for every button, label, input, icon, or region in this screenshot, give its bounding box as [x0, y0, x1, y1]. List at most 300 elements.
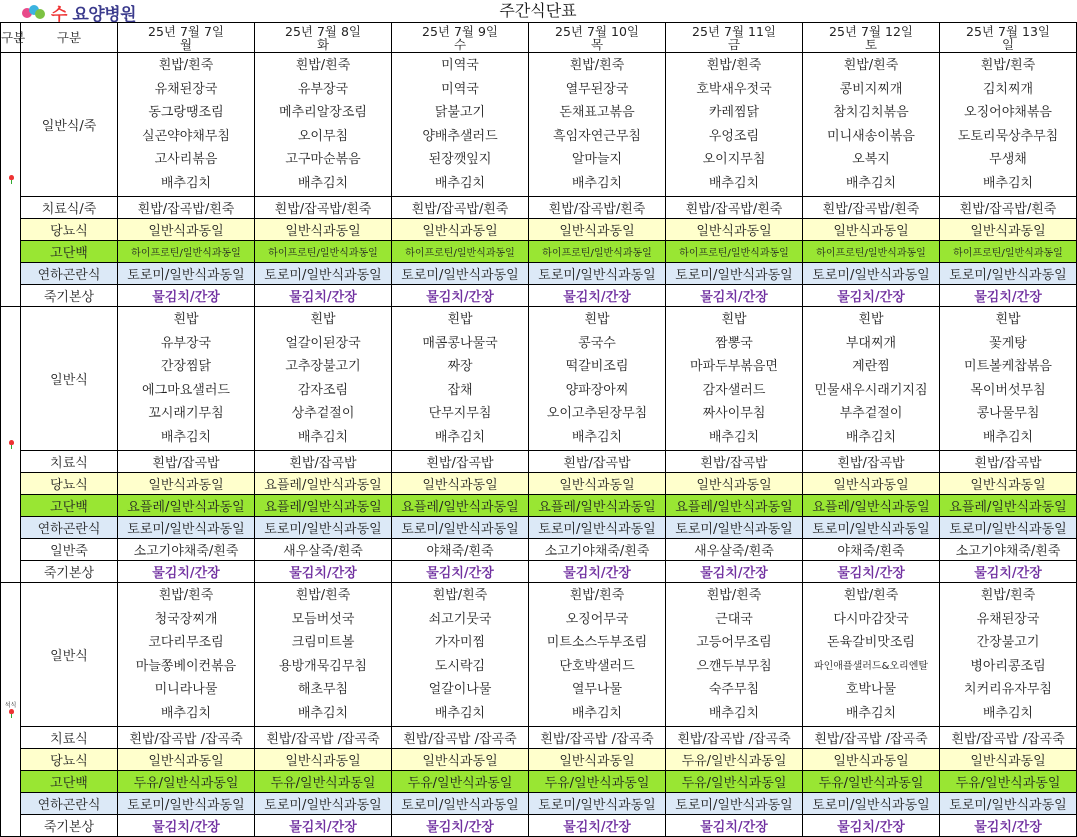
meal-day-menu: [803, 583, 940, 727]
diet-cell: 물김치/간장: [118, 561, 255, 583]
diet-label: 고단백: [21, 241, 118, 263]
header-day-cell: [803, 23, 940, 53]
menu-item: 양파장아찌: [565, 382, 629, 398]
diet-cell: 일반식과동일: [666, 473, 803, 495]
menu-item: 용방개묵김무침: [279, 658, 367, 674]
meal-category-label: 일반식: [21, 307, 118, 451]
menu-item: 배추김치: [708, 175, 760, 191]
diet-row: [1, 241, 1077, 263]
diet-cell: 하이프로틴/일반식과동일: [940, 241, 1077, 263]
header-weekday: 금: [727, 36, 741, 52]
menu-item: 얼갈이나물: [428, 682, 492, 697]
menu-item: 배추김치: [845, 705, 897, 721]
menu-item: 배추김치: [434, 175, 486, 191]
menu-item: 흰밥: [721, 312, 747, 327]
menu-item: 오이지무침: [702, 152, 766, 167]
meal-side-cell: [1, 583, 21, 837]
menu-item: 오이무침: [297, 128, 349, 144]
diet-cell: 흰밥/잡곡밥 /잡곡죽: [666, 727, 803, 749]
meal-day-menu: [940, 307, 1077, 451]
menu-item: 해초무침: [297, 682, 349, 697]
menu-item: 파인애플샐러드&오리엔탈: [813, 660, 929, 672]
diet-label: 고단백: [21, 495, 118, 517]
diet-cell: 하이프로틴/일반식과동일: [803, 241, 940, 263]
menu-item: 짬뽕국: [715, 335, 753, 351]
diet-cell: 요플레/일반식과동일: [392, 495, 529, 517]
header-weekday: 월: [179, 36, 193, 52]
header-day-cell: [666, 23, 803, 53]
meal-main-row: [1, 307, 1077, 451]
meal-day-menu: [529, 583, 666, 727]
diet-cell: 새우살죽/흰죽: [255, 539, 392, 561]
diet-cell: 물김치/간장: [803, 285, 940, 307]
diet-cell: 하이프로틴/일반식과동일: [118, 241, 255, 263]
menu-item: 콩비지찌개: [839, 81, 903, 97]
meal-day-menu: [118, 583, 255, 727]
menu-item: 다시마감잣국: [833, 611, 909, 627]
menu-item: 유부장국: [160, 335, 212, 351]
menu-item: 흰밥/흰죽: [843, 58, 899, 73]
meal-day-menu: [803, 307, 940, 451]
menu-item: 우엉조림: [708, 128, 760, 144]
diet-label: 죽기본상: [21, 815, 118, 837]
diet-row: [1, 793, 1077, 815]
diet-cell: 토로미/일반식과동일: [940, 793, 1077, 815]
menu-item: 된장깻잎지: [428, 152, 492, 167]
meal-day-menu: [529, 307, 666, 451]
diet-cell: 흰밥/잡곡밥/흰죽: [666, 197, 803, 219]
menu-item: 짜장: [447, 359, 473, 374]
flower-icon: [7, 175, 15, 183]
diet-label: 고단백: [21, 771, 118, 793]
diet-cell: 두유/일반식과동일: [666, 749, 803, 771]
diet-cell: 하이프로틴/일반식과동일: [666, 241, 803, 263]
diet-cell: 흰밥/잡곡밥 /잡곡죽: [392, 727, 529, 749]
diet-cell: 물김치/간장: [940, 561, 1077, 583]
menu-item: 흰밥: [310, 312, 336, 327]
menu-item: 배추김치: [434, 705, 486, 721]
menu-item: 알마늘지: [571, 152, 623, 167]
menu-item: 쇠고기뭇국: [428, 611, 492, 627]
menu-item: 흰밥/흰죽: [569, 58, 625, 73]
diet-cell: 요플레/일반식과동일: [803, 495, 940, 517]
menu-item: 돈채표고볶음: [559, 105, 635, 120]
meal-day-menu: [392, 583, 529, 727]
menu-item: 미니라나물: [154, 682, 218, 697]
diet-cell: 물김치/간장: [666, 815, 803, 837]
header-side-cell: 구분: [1, 23, 21, 53]
diet-cell: 새우살죽/흰죽: [666, 539, 803, 561]
diet-cell: 토로미/일반식과동일: [529, 793, 666, 815]
diet-cell: 두유/일반식과동일: [118, 771, 255, 793]
menu-item: 마파두부볶음면: [690, 359, 778, 374]
diet-cell: 요플레/일반식과동일: [255, 473, 392, 495]
menu-item: 배추김치: [571, 705, 623, 721]
menu-item: 배추김치: [845, 175, 897, 191]
header-weekday: 목: [590, 36, 604, 52]
menu-item: 감자샐러드: [702, 382, 766, 398]
menu-item: 배추김치: [297, 175, 349, 191]
diet-cell: 토로미/일반식과동일: [255, 263, 392, 285]
meal-main-row: [1, 583, 1077, 727]
menu-item: 흰밥/흰죽: [158, 588, 214, 603]
flower-icon: [7, 709, 15, 717]
diet-cell: 흰밥/잡곡밥/흰죽: [803, 197, 940, 219]
header-date: 25년 7월 9일: [422, 23, 498, 39]
diet-cell: 물김치/간장: [529, 285, 666, 307]
menu-item: 배추김치: [160, 175, 212, 191]
diet-row: [1, 473, 1077, 495]
meal-main-row: [1, 53, 1077, 197]
diet-cell: 토로미/일반식과동일: [118, 263, 255, 285]
menu-item: 도토리묵상추무침: [957, 128, 1059, 144]
diet-cell: 소고기야채죽/흰죽: [529, 539, 666, 561]
menu-item: 콩국수: [578, 335, 616, 351]
diet-cell: 일반식과동일: [666, 219, 803, 241]
diet-cell: 일반식과동일: [118, 473, 255, 495]
header-date: 25년 7월 8일: [285, 23, 361, 39]
menu-item: 흰밥: [447, 312, 473, 327]
menu-item: 실곤약야채무침: [142, 128, 230, 144]
diet-cell: 일반식과동일: [392, 749, 529, 771]
menu-item: 부대찌개: [845, 335, 897, 351]
diet-cell: 일반식과동일: [255, 749, 392, 771]
menu-item: 미니새송이볶음: [827, 128, 915, 144]
menu-item: 오이고추된장무침: [546, 406, 648, 421]
diet-cell: 두유/일반식과동일: [803, 771, 940, 793]
diet-label: 당뇨식: [21, 473, 118, 495]
menu-item: 흰밥/흰죽: [843, 588, 899, 603]
meal-day-menu: [118, 307, 255, 451]
menu-item: 배추김치: [434, 429, 486, 445]
menu-item: 도시락김: [434, 658, 486, 674]
meal-day-menu: [666, 307, 803, 451]
diet-cell: 토로미/일반식과동일: [255, 793, 392, 815]
diet-cell: 물김치/간장: [666, 285, 803, 307]
menu-item: 상추겉절이: [291, 406, 355, 421]
meal-day-menu: [255, 53, 392, 197]
menu-item: 고등어무조림: [696, 635, 772, 650]
meal-side-label: 석식: [4, 702, 17, 709]
menu-item: 단호박샐러드: [559, 658, 635, 674]
diet-cell: 일반식과동일: [392, 219, 529, 241]
diet-label: 당뇨식: [21, 219, 118, 241]
meal-day-menu: [118, 53, 255, 197]
menu-item: 고구마순볶음: [285, 152, 361, 167]
menu-item: 호박나물: [845, 682, 897, 697]
menu-item: 흰밥: [858, 312, 884, 327]
header-day-cell: [529, 23, 666, 53]
menu-item: 콩나물무침: [976, 406, 1040, 421]
menu-item: 꼬시래기무침: [148, 406, 224, 421]
meal-day-menu: [803, 53, 940, 197]
meal-side-cell: [1, 307, 21, 583]
diet-cell: 흰밥/잡곡밥/흰죽: [118, 197, 255, 219]
diet-cell: 일반식과동일: [392, 473, 529, 495]
menu-item: 근대국: [715, 611, 753, 627]
diet-cell: 소고기야채죽/흰죽: [118, 539, 255, 561]
diet-cell: 야채죽/흰죽: [803, 539, 940, 561]
menu-item: 고사리볶음: [154, 152, 218, 167]
meal-day-menu: [940, 583, 1077, 727]
diet-cell: 흰밥/잡곡밥 /잡곡죽: [803, 727, 940, 749]
menu-item: 유부장국: [297, 81, 349, 97]
menu-item: 미트소스두부조림: [546, 635, 648, 650]
menu-item: 마늘쫑베이컨볶음: [135, 658, 237, 674]
diet-cell: 하이프로틴/일반식과동일: [392, 241, 529, 263]
diet-cell: 토로미/일반식과동일: [392, 263, 529, 285]
menu-item: 흰밥/흰죽: [432, 588, 488, 603]
menu-item: 김치찌개: [982, 81, 1034, 97]
header-date: 25년 7월 11일: [692, 23, 776, 39]
diet-cell: 물김치/간장: [392, 285, 529, 307]
diet-cell: 일반식과동일: [529, 749, 666, 771]
diet-label: 연하곤란식: [21, 793, 118, 815]
menu-item: 흰밥: [173, 312, 199, 327]
diet-cell: 흰밥/잡곡밥/흰죽: [255, 197, 392, 219]
diet-row: [1, 263, 1077, 285]
menu-item: 흰밥/흰죽: [295, 588, 351, 603]
menu-item: 계란찜: [852, 359, 890, 374]
diet-cell: 물김치/간장: [118, 815, 255, 837]
diet-cell: 흰밥/잡곡밥 /잡곡죽: [255, 727, 392, 749]
diet-cell: 물김치/간장: [255, 561, 392, 583]
diet-cell: 물김치/간장: [392, 561, 529, 583]
logo-text: 수 요양병원: [51, 4, 137, 25]
header-row: [1, 23, 1077, 53]
diet-row: [1, 219, 1077, 241]
diet-cell: 요플레/일반식과동일: [118, 495, 255, 517]
menu-item: 배추김치: [297, 429, 349, 445]
menu-item: 참치김치볶음: [833, 105, 909, 120]
diet-row: [1, 539, 1077, 561]
meal-day-menu: [255, 583, 392, 727]
menu-item: 무생채: [989, 152, 1027, 167]
menu-item: 닭불고기: [434, 105, 486, 120]
diet-cell: 요플레/일반식과동일: [666, 495, 803, 517]
menu-item: 돈육갈비맛조림: [827, 635, 915, 650]
diet-row: [1, 285, 1077, 307]
diet-cell: 일반식과동일: [529, 473, 666, 495]
menu-item: 꽃게탕: [989, 335, 1027, 351]
header-day-cell: [940, 23, 1077, 53]
diet-label: 치료식/죽: [21, 197, 118, 219]
diet-cell: 물김치/간장: [803, 815, 940, 837]
menu-item: 흰밥: [584, 312, 610, 327]
meal-day-menu: [529, 53, 666, 197]
meal-day-menu: [255, 307, 392, 451]
diet-cell: 두유/일반식과동일: [529, 771, 666, 793]
diet-cell: 토로미/일반식과동일: [940, 263, 1077, 285]
diet-cell: 일반식과동일: [118, 219, 255, 241]
diet-cell: 흰밥/잡곡밥: [392, 451, 529, 473]
diet-row: [1, 495, 1077, 517]
menu-item: 유채된장국: [154, 81, 218, 97]
header-date: 25년 7월 12일: [829, 23, 913, 39]
menu-item: 가자미찜: [434, 635, 486, 650]
menu-item: 짜사이무침: [702, 406, 766, 421]
header-weekday: 수: [453, 36, 467, 52]
meal-day-menu: [940, 53, 1077, 197]
menu-item: 흰밥/흰죽: [295, 58, 351, 73]
menu-item: 흰밥/흰죽: [158, 58, 214, 73]
header-weekday: 일: [1001, 36, 1015, 52]
diet-cell: 흰밥/잡곡밥/흰죽: [392, 197, 529, 219]
diet-cell: 물김치/간장: [666, 561, 803, 583]
diet-cell: 흰밥/잡곡밥: [666, 451, 803, 473]
menu-item: 열무된장국: [565, 81, 629, 97]
diet-label: 일반죽: [21, 539, 118, 561]
diet-cell: 물김치/간장: [803, 561, 940, 583]
meal-category-label: 일반식: [21, 583, 118, 727]
menu-item: 호박새우젓국: [696, 81, 772, 97]
diet-cell: 흰밥/잡곡밥: [940, 451, 1077, 473]
diet-row: [1, 197, 1077, 219]
diet-row: [1, 451, 1077, 473]
diet-cell: 일반식과동일: [529, 219, 666, 241]
diet-cell: 일반식과동일: [803, 219, 940, 241]
diet-row: [1, 749, 1077, 771]
menu-item: 동그랑땡조림: [148, 105, 224, 120]
flower-icon: [7, 440, 15, 448]
menu-item: 배추김치: [982, 705, 1034, 721]
diet-row: [1, 815, 1077, 837]
menu-item: 얼갈이된장국: [285, 335, 361, 351]
menu-item: 민물새우시래기지짐: [814, 382, 928, 398]
diet-cell: 물김치/간장: [255, 285, 392, 307]
diet-cell: 요플레/일반식과동일: [529, 495, 666, 517]
diet-cell: 일반식과동일: [940, 749, 1077, 771]
menu-item: 모듬버섯국: [291, 611, 355, 627]
diet-row: [1, 771, 1077, 793]
menu-item: 배추김치: [297, 705, 349, 721]
diet-row: [1, 517, 1077, 539]
menu-item: 미트볼케찹볶음: [964, 359, 1052, 374]
menu-item: 단무지무침: [428, 406, 492, 421]
meal-category-label: 일반식/죽: [21, 53, 118, 197]
diet-cell: 일반식과동일: [255, 219, 392, 241]
menu-item: 간장불고기: [976, 635, 1040, 650]
diet-cell: 토로미/일반식과동일: [118, 793, 255, 815]
header-day-cell: [255, 23, 392, 53]
menu-item: 미역국: [441, 81, 479, 97]
menu-item: 흰밥/흰죽: [706, 58, 762, 73]
diet-cell: 토로미/일반식과동일: [940, 517, 1077, 539]
menu-item: 흰밥/흰죽: [980, 588, 1036, 603]
menu-item: 잡채: [447, 382, 473, 398]
diet-cell: 토로미/일반식과동일: [529, 517, 666, 539]
diet-label: 죽기본상: [21, 561, 118, 583]
header-category-cell: 구분: [21, 23, 118, 53]
menu-item: 미역국: [441, 58, 479, 73]
menu-item: 코다리무조림: [148, 635, 224, 650]
menu-item: 간장찜닭: [160, 359, 212, 374]
menu-item: 숙주무침: [708, 682, 760, 697]
menu-item: 배추김치: [845, 429, 897, 445]
meal-day-menu: [666, 53, 803, 197]
diet-cell: 소고기야채죽/흰죽: [940, 539, 1077, 561]
menu-item: 카레찜닭: [708, 105, 760, 120]
menu-item: 청국장찌개: [154, 611, 218, 627]
diet-cell: 하이프로틴/일반식과동일: [255, 241, 392, 263]
menu-item: 고추장불고기: [285, 359, 361, 374]
diet-cell: 물김치/간장: [255, 815, 392, 837]
menu-item: 흰밥/흰죽: [706, 588, 762, 603]
menu-item: 배추김치: [160, 429, 212, 445]
menu-item: 오징어무국: [565, 611, 629, 627]
diet-cell: 두유/일반식과동일: [392, 771, 529, 793]
diet-cell: 토로미/일반식과동일: [392, 793, 529, 815]
menu-item: 목이버섯무침: [970, 382, 1046, 398]
diet-cell: 흰밥/잡곡밥 /잡곡죽: [118, 727, 255, 749]
diet-cell: 물김치/간장: [940, 285, 1077, 307]
header-day-cell: [392, 23, 529, 53]
diet-cell: 일반식과동일: [940, 473, 1077, 495]
menu-item: 유채된장국: [976, 611, 1040, 627]
menu-item: 배추김치: [571, 429, 623, 445]
page-title: 주간식단표: [499, 1, 577, 20]
diet-label: 치료식: [21, 451, 118, 473]
diet-label: 죽기본상: [21, 285, 118, 307]
diet-cell: 물김치/간장: [118, 285, 255, 307]
diet-row: [1, 561, 1077, 583]
diet-cell: 두유/일반식과동일: [940, 771, 1077, 793]
diet-cell: 하이프로틴/일반식과동일: [529, 241, 666, 263]
diet-cell: 토로미/일반식과동일: [392, 517, 529, 539]
header-day-cell: [118, 23, 255, 53]
diet-cell: 토로미/일반식과동일: [803, 517, 940, 539]
diet-cell: 토로미/일반식과동일: [803, 263, 940, 285]
menu-item: 열무나물: [571, 682, 623, 697]
diet-cell: 흰밥/잡곡밥: [118, 451, 255, 473]
diet-cell: 물김치/간장: [392, 815, 529, 837]
diet-cell: 토로미/일반식과동일: [118, 517, 255, 539]
menu-item: 오복지: [852, 152, 890, 167]
diet-cell: 요플레/일반식과동일: [255, 495, 392, 517]
diet-label: 치료식: [21, 727, 118, 749]
diet-cell: 흰밥/잡곡밥/흰죽: [940, 197, 1077, 219]
menu-item: 크림미트볼: [291, 635, 355, 650]
menu-item: 메추리알장조림: [279, 105, 367, 120]
diet-cell: 흰밥/잡곡밥: [529, 451, 666, 473]
menu-item: 양배추샐러드: [422, 128, 498, 144]
diet-cell: 물김치/간장: [529, 561, 666, 583]
diet-cell: 물김치/간장: [529, 815, 666, 837]
header-date: 25년 7월 10일: [555, 23, 639, 39]
menu-item: 배추김치: [708, 705, 760, 721]
menu-item: 흰밥: [995, 312, 1021, 327]
menu-item: 배추김치: [708, 429, 760, 445]
diet-cell: 두유/일반식과동일: [255, 771, 392, 793]
diet-cell: 토로미/일반식과동일: [666, 263, 803, 285]
diet-label: 당뇨식: [21, 749, 118, 771]
diet-label: 연하곤란식: [21, 263, 118, 285]
menu-item: 치커리유자무침: [964, 682, 1052, 697]
header-date: 25년 7월 13일: [966, 23, 1050, 39]
diet-row: [1, 727, 1077, 749]
diet-cell: 토로미/일반식과동일: [666, 517, 803, 539]
meal-day-menu: [666, 583, 803, 727]
diet-cell: 흰밥/잡곡밥/흰죽: [529, 197, 666, 219]
diet-cell: 야채죽/흰죽: [392, 539, 529, 561]
weekly-menu-table: [0, 22, 1077, 837]
meal-day-menu: [392, 307, 529, 451]
header-weekday: 화: [316, 36, 330, 52]
menu-item: 흰밥/흰죽: [569, 588, 625, 603]
menu-item: 배추김치: [571, 175, 623, 191]
menu-item: 으깬두부무침: [696, 658, 772, 674]
menu-item: 병아리콩조림: [970, 658, 1046, 674]
